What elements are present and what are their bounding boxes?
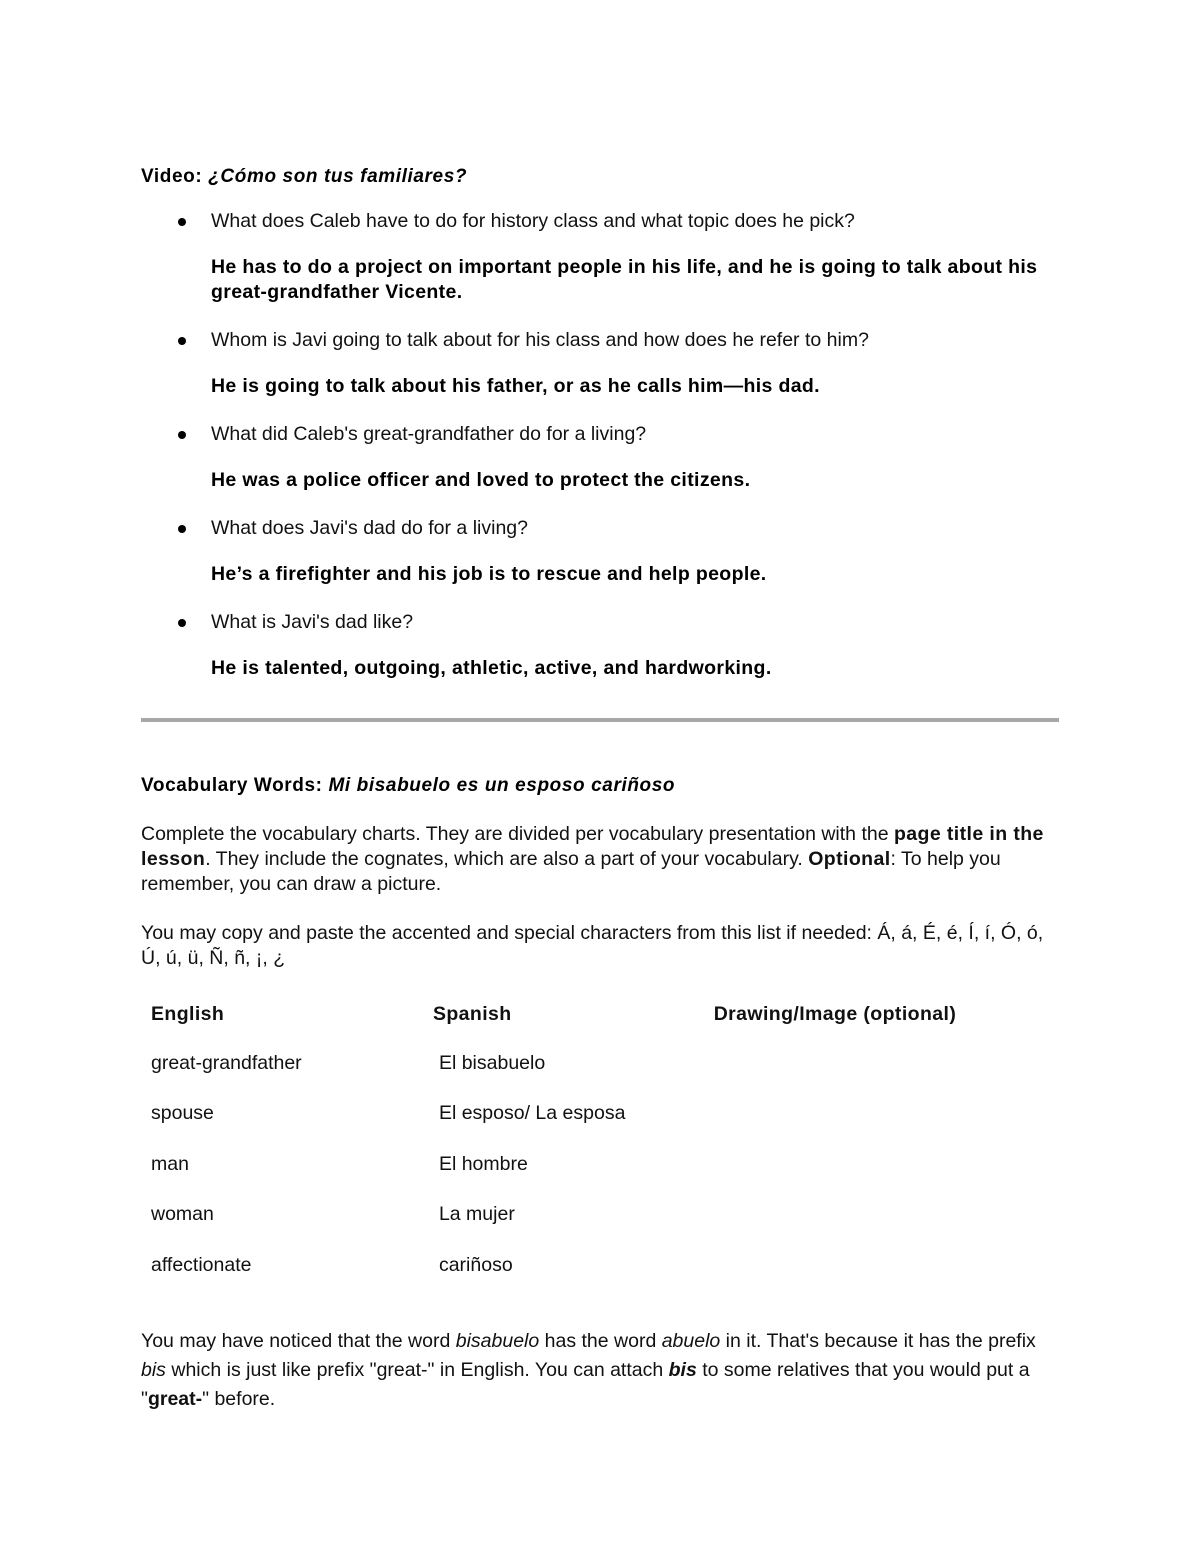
closing-text: You may have noticed that the word [141, 1329, 456, 1352]
header-english: English [151, 1003, 225, 1025]
special-characters-paragraph: You may copy and paste the accented and special characters from this list if needed: Á, á, É, é, Í, í, Ó, ó, Ú, ú, ü, Ñ, ñ, ¡, ¿ [141, 922, 1044, 969]
cell-english: man [151, 1152, 189, 1175]
list-item [141, 420, 1059, 493]
section-divider [141, 718, 1059, 722]
question-text: What is Javi's dad like? [211, 611, 414, 633]
table-row [142, 1190, 1059, 1241]
cell-image[interactable] [705, 1089, 1059, 1140]
bullet-icon [178, 337, 186, 345]
closing-text: " before. [202, 1387, 276, 1410]
list-item [141, 326, 1059, 399]
table-row [142, 1139, 1059, 1190]
header-spanish: Spanish [432, 1003, 512, 1025]
cell-image[interactable] [705, 1190, 1059, 1241]
cell-spanish: El bisabuelo [438, 1051, 546, 1074]
list-item [141, 514, 1059, 587]
bullet-icon [178, 431, 186, 439]
table-row [142, 1240, 1059, 1291]
vocabulary-table [142, 991, 1059, 1291]
closing-text: in it. That's because it has the prefix [720, 1329, 1036, 1352]
instructions-paragraph [141, 822, 1059, 897]
closing-bold-great: great- [147, 1387, 203, 1410]
instructions-text-cont: . They include the cognates, which are also a part of your vocabulary. [205, 848, 803, 870]
answer-text: He was a police officer and loved to protect the citizens. [211, 469, 751, 491]
table-header-row [142, 991, 1059, 1038]
closing-text: which is just like prefix "great-" in English. You can attach [165, 1358, 669, 1381]
question-text: What did Caleb's great-grandfather do for a living? [211, 423, 647, 445]
cell-image[interactable] [705, 1240, 1059, 1291]
answer-text: He has to do a project on important people in his life, and he is going to talk about his great-grandfather Vicente. [211, 256, 1038, 303]
vocabulary-heading-label: Vocabulary Words: [141, 775, 323, 796]
cell-english: great-grandfather [151, 1051, 302, 1074]
cell-image[interactable] [705, 1038, 1059, 1089]
cell-spanish: El esposo/ La esposa [438, 1102, 626, 1125]
answer-text: He is talented, outgoing, athletic, active, and hardworking. [211, 657, 772, 679]
cell-spanish: La mujer [438, 1203, 515, 1226]
vocabulary-heading [141, 772, 1059, 800]
instructions-text: Complete the vocabulary charts. They are divided per vocabulary presentation with the [141, 823, 894, 845]
bullet-icon [178, 619, 186, 627]
optional-text: : To help you remember, you can draw a picture. [141, 848, 1001, 895]
closing-text: has the word [539, 1329, 662, 1352]
vocabulary-section [141, 772, 1059, 1414]
question-text: Whom is Javi going to talk about for his class and how does he refer to him? [211, 329, 869, 351]
question-list [141, 207, 1059, 681]
closing-italic-abuelo: abuelo [661, 1329, 721, 1352]
optional-label: Optional [808, 848, 891, 870]
table-row [142, 1089, 1059, 1140]
closing-text: to some relatives that you would put a " [141, 1358, 1030, 1410]
closing-bold-bis: bis [668, 1358, 697, 1381]
table-row [142, 1038, 1059, 1089]
cell-english: woman [151, 1203, 214, 1226]
cell-spanish: El hombre [438, 1152, 528, 1175]
list-item [141, 207, 1059, 305]
vocabulary-heading-title: Mi bisabuelo es un esposo cariñoso [328, 775, 676, 796]
header-image: Drawing/Image (optional) [713, 1003, 957, 1025]
cell-english: affectionate [151, 1253, 252, 1276]
cell-english: spouse [151, 1102, 214, 1125]
cell-image[interactable] [705, 1139, 1059, 1190]
question-text: What does Caleb have to do for history class and what topic does he pick? [211, 210, 855, 232]
bullet-icon [178, 525, 186, 533]
answer-text: He’s a firefighter and his job is to rescue and help people. [211, 563, 767, 585]
closing-italic-bisabuelo: bisabuelo [455, 1329, 540, 1352]
cell-spanish: cariñoso [438, 1253, 513, 1276]
answer-text: He is going to talk about his father, or as he calls him—his dad. [211, 375, 820, 397]
closing-paragraph [141, 1327, 1059, 1414]
question-text: What does Javi's dad do for a living? [211, 517, 528, 539]
bullet-icon [178, 218, 186, 226]
closing-italic-bis: bis [141, 1358, 166, 1381]
video-heading-title: ¿Cómo son tus familiares? [208, 166, 468, 187]
video-heading-label: Video: [141, 166, 203, 187]
list-item [141, 608, 1059, 681]
instructions-bold: page title in the lesson [141, 823, 1044, 870]
video-heading [141, 163, 1059, 191]
video-section [141, 163, 1059, 702]
